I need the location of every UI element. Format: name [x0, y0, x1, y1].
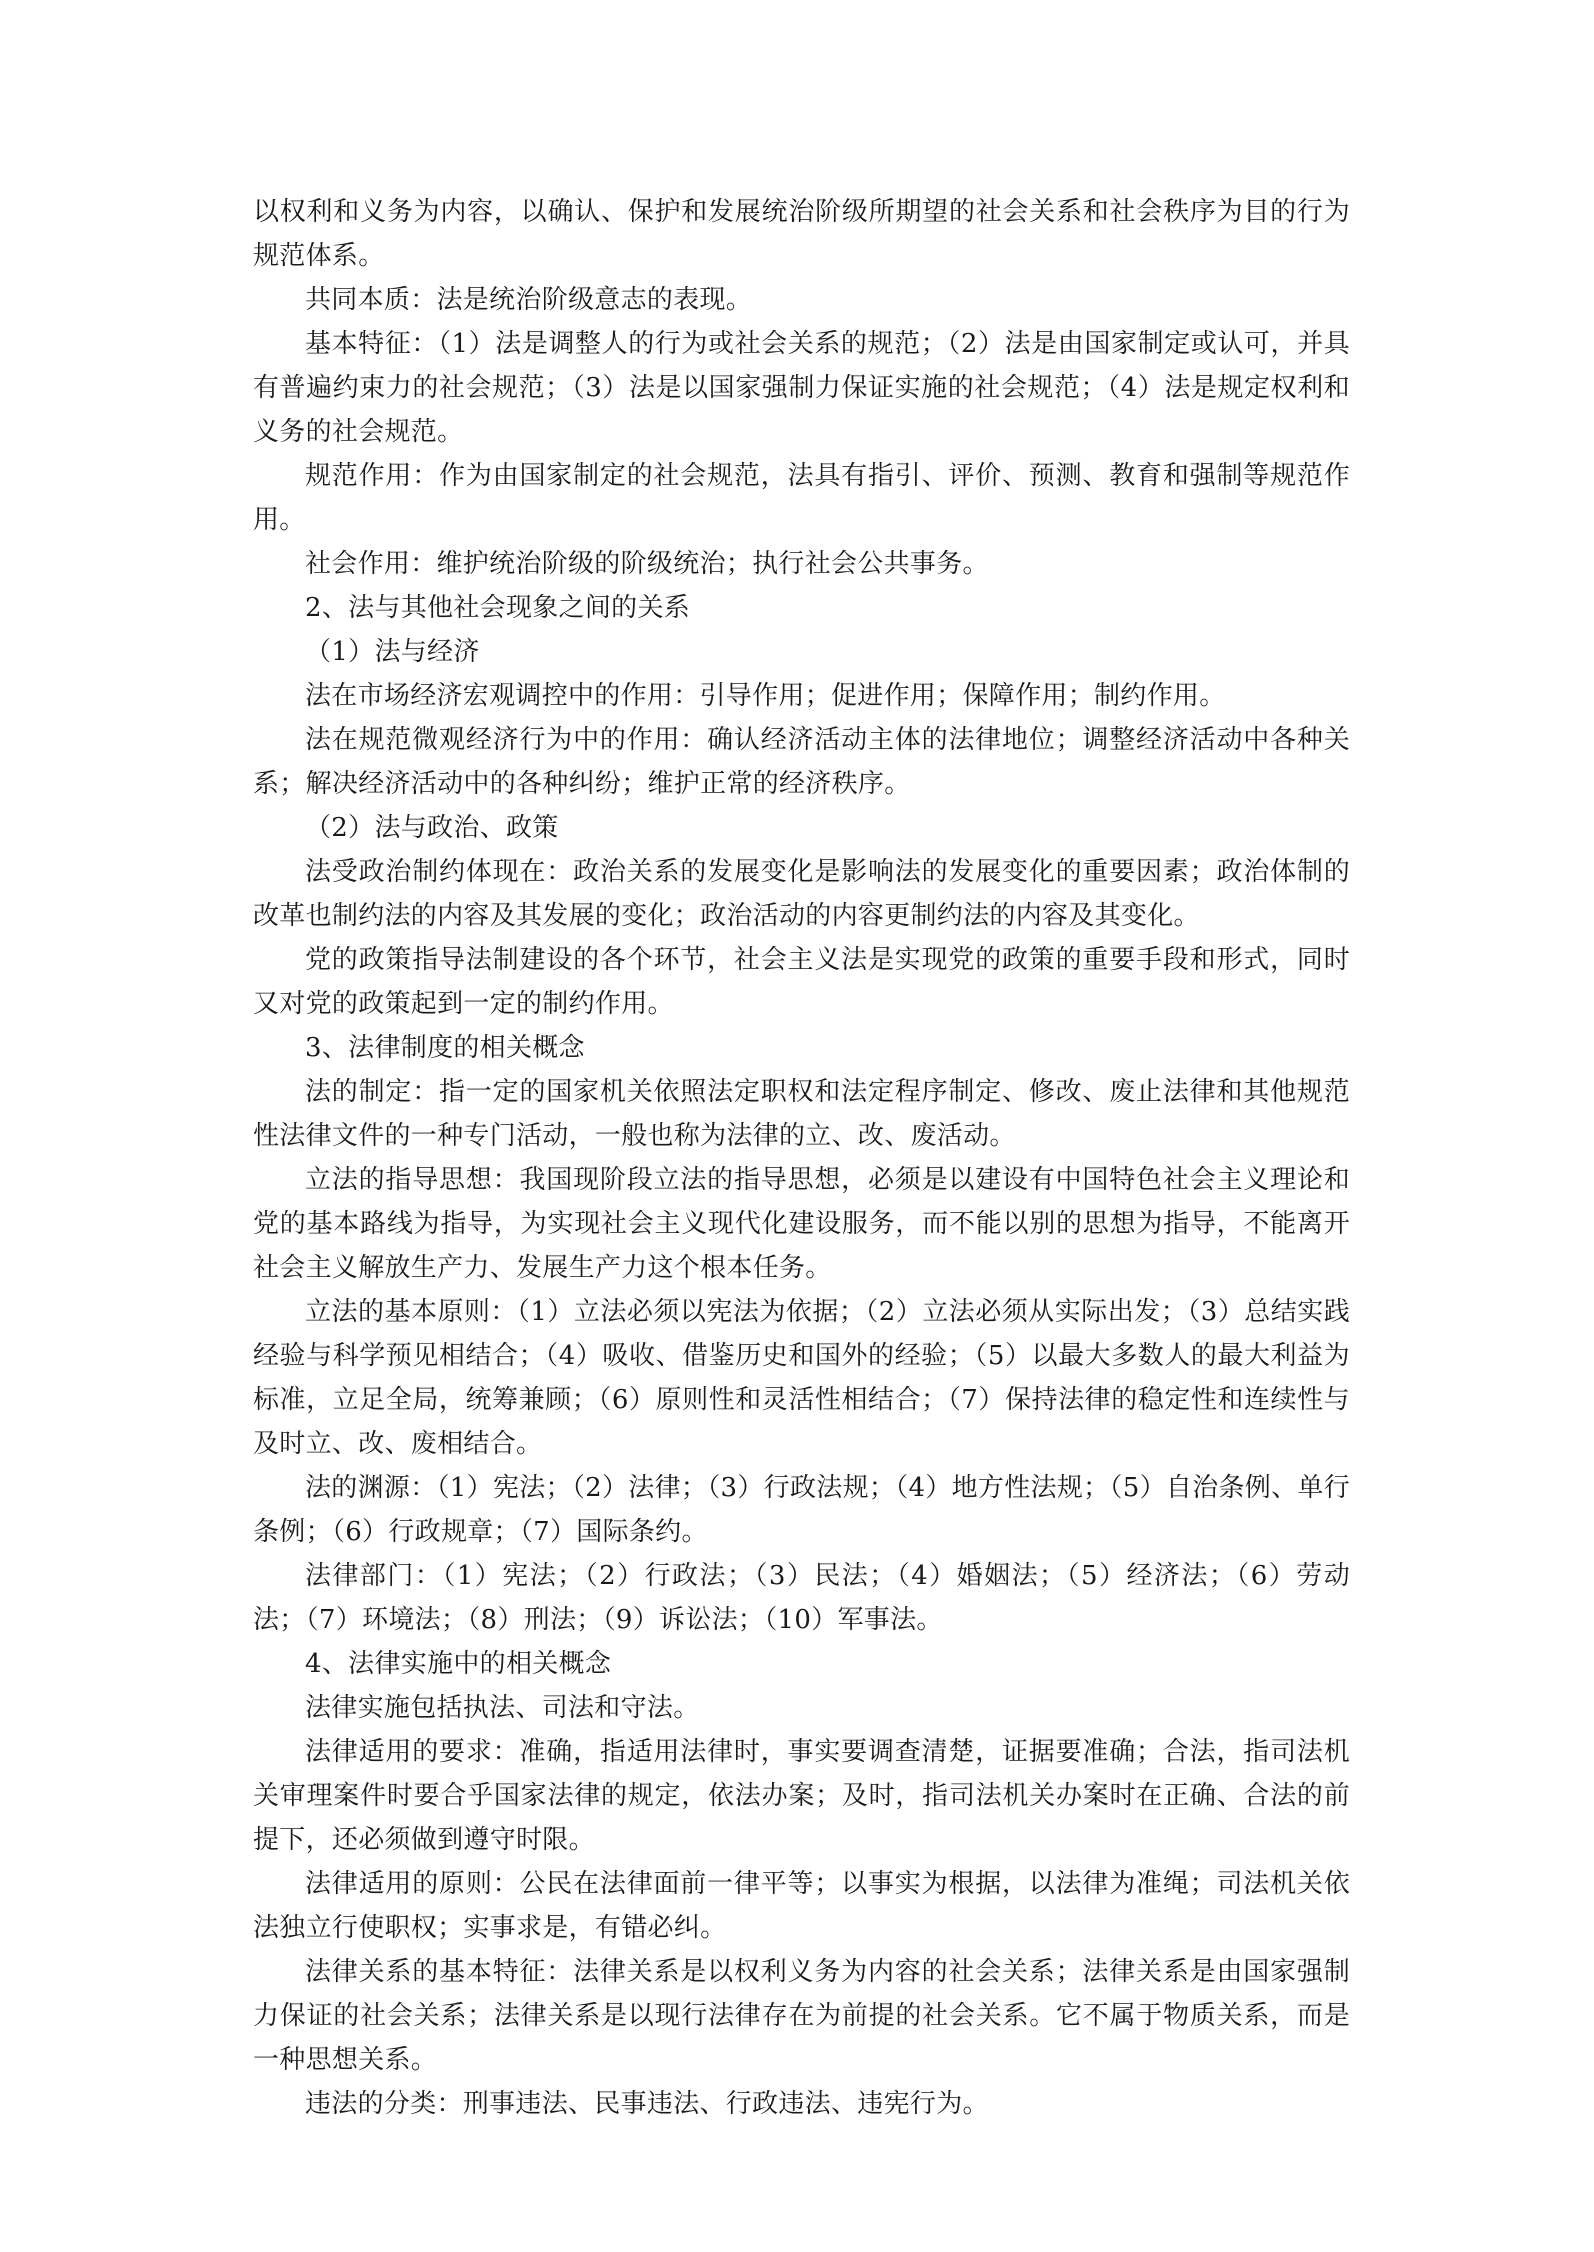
paragraph-party-policy: 党的政策指导法制建设的各个环节，社会主义法是实现党的政策的重要手段和形式，同时又对党的政策起到一定的制约作用。 — [253, 945, 1350, 1019]
paragraph-application-principles: 法律适用的原则：公民在法律面前一律平等；以事实为根据，以法律为准绳；司法机关依法独立行使职权；实事求是，有错必纠。 — [253, 1869, 1350, 1943]
paragraph-micro-regulation: 法在规范微观经济行为中的作用：确认经济活动主体的法律地位；调整经济活动中各种关系；解决经济活动中的各种纠纷；维护正常的经济秩序。 — [253, 725, 1350, 799]
subsection-heading-law-economy: （1）法与经济 — [305, 637, 480, 667]
paragraph-violation-types: 违法的分类：刑事违法、民事违法、行政违法、违宪行为。 — [305, 2089, 989, 2119]
paragraph-normative-function: 规范作用：作为由国家制定的社会规范，法具有指引、评价、预测、教育和强制等规范作用。 — [253, 461, 1350, 535]
paragraph-application-requirements: 法律适用的要求：准确，指适用法律时，事实要调查清楚，证据要准确；合法，指司法机关审理案件时要合乎国家法律的规定，依法办案；及时，指司法机关办案时在正确、合法的前提下，还必须做到遵守时限。 — [253, 1737, 1350, 1855]
document-body — [253, 190, 1350, 2126]
subsection-heading-law-politics: （2）法与政治、政策 — [305, 813, 559, 843]
paragraph-legal-branches: 法律部门：（1）宪法；（2）行政法；（3）民法；（4）婚姻法；（5）经济法；（6）劳动法；（7）环境法；（8）刑法；（9）诉讼法；（10）军事法。 — [253, 1561, 1350, 1635]
section-heading-2: 2、法与其他社会现象之间的关系 — [305, 593, 691, 623]
paragraph-definition-continued: 以权利和义务为内容，以确认、保护和发展统治阶级所期望的社会关系和社会秩序为目的行为规范体系。 — [253, 197, 1350, 271]
paragraph-sources-of-law: 法的渊源：（1）宪法；（2）法律；（3）行政法规；（4）地方性法规；（5）自治条例、单行条例；（6）行政规章；（7）国际条约。 — [253, 1473, 1350, 1547]
paragraph-legal-relation-features: 法律关系的基本特征：法律关系是以权利义务为内容的社会关系；法律关系是由国家强制力保证的社会关系；法律关系是以现行法律存在为前提的社会关系。它不属于物质关系，而是一种思想关系。 — [253, 1957, 1350, 2075]
paragraph-social-function: 社会作用：维护统治阶级的阶级统治；执行社会公共事务。 — [305, 549, 989, 579]
section-heading-3: 3、法律制度的相关概念 — [305, 1033, 585, 1063]
paragraph-political-constraint: 法受政治制约体现在：政治关系的发展变化是影响法的发展变化的重要因素；政治体制的改革也制约法的内容及其发展的变化；政治活动的内容更制约法的内容及其变化。 — [253, 857, 1350, 931]
paragraph-legislative-guidance: 立法的指导思想：我国现阶段立法的指导思想，必须是以建设有中国特色社会主义理论和党的基本路线为指导，为实现社会主义现代化建设服务，而不能以别的思想为指导，不能离开社会主义解放生产力、发展生产力这个根本任务。 — [253, 1165, 1350, 1283]
paragraph-law-making: 法的制定：指一定的国家机关依照法定职权和法定程序制定、修改、废止法律和其他规范性法律文件的一种专门活动，一般也称为法律的立、改、废活动。 — [253, 1077, 1350, 1151]
paragraph-basic-features: 基本特征：（1）法是调整人的行为或社会关系的规范；（2）法是由国家制定或认可，并具有普遍约束力的社会规范；（3）法是以国家强制力保证实施的社会规范；（4）法是规定权利和义务的社会规范。 — [253, 329, 1350, 447]
section-heading-4: 4、法律实施中的相关概念 — [305, 1649, 612, 1679]
paragraph-law-implementation: 法律实施包括执法、司法和守法。 — [305, 1693, 700, 1723]
paragraph-legislative-principles: 立法的基本原则：（1）立法必须以宪法为依据；（2）立法必须从实际出发；（3）总结实践经验与科学预见相结合；（4）吸收、借鉴历史和国外的经验；（5）以最大多数人的最大利益为标准，立足全局，统筹兼顾；（6）原则性和灵活性相结合；（7）保持法律的稳定性和连续性与及时立、改、废相结合。 — [253, 1297, 1350, 1459]
paragraph-macro-regulation: 法在市场经济宏观调控中的作用：引导作用；促进作用；保障作用；制约作用。 — [305, 681, 1226, 711]
paragraph-common-essence: 共同本质：法是统治阶级意志的表现。 — [305, 285, 753, 315]
